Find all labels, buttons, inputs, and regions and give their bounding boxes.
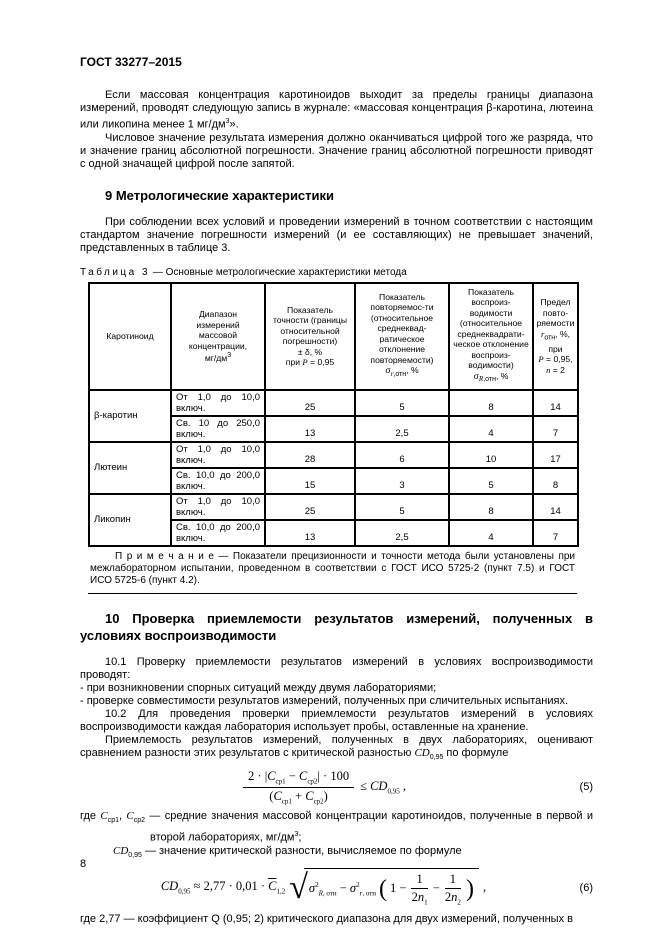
open-paren: (: [379, 875, 388, 902]
paragraph-10-2: 10.2 Для проведения проверки приемлемости результатов измерений в условиях воспроизводимости каждая лаборатория использует пробы, оставленные на хранение.: [80, 707, 593, 733]
carotenoid-name: Лютеин: [89, 442, 171, 494]
value-cell: 25: [265, 494, 355, 520]
paragraph-10-1: 10.1 Проверку приемлемости результатов измерений в условиях воспроизводимости проводят:: [80, 655, 593, 681]
value-cell: 25: [265, 390, 355, 416]
table-row: [89, 442, 578, 468]
intro-paragraph-1: Если массовая концентрация каротиноидов выходит за пределы границы диапазона измерений, проводят следующую запись в журнале: «массовая концентрация β-каротина, лютеина или ликопина менее 1 $мг/дм^3$».: [80, 89, 593, 131]
range-cell: Св. 10,0 до 200,0 включ.: [171, 468, 265, 494]
table-caption: [80, 267, 593, 278]
formula-5-explanation-2: $CD_{0,95}$ — значение критической разности, вычисляемое по формуле: [113, 844, 462, 860]
value-cell: 15: [265, 468, 355, 494]
value-cell: 14: [533, 390, 578, 416]
paragraph-acceptability: Приемлемость результатов измерений, полученных в двух лабораториях, оценивают сравнением разности этих результатов с критической разностью $CD_{0,95}$ по формуле: [80, 733, 593, 762]
value-cell: 10: [449, 442, 533, 468]
table-row: [89, 494, 578, 520]
fraction: $\frac{2 \cdot |C_{ср1} - C_{ср2}| \cdot 100}{(C_{ср1} + C_{ср2})}$: [243, 769, 354, 805]
section-9-paragraph: При соблюдении всех условий и проведении измерений в точном соответствии с настоящим стандартом значение погрешности измерений (и ее составляющих) не превышает значений, представленных в таблице 3.: [80, 215, 593, 254]
formula-5: [80, 769, 593, 805]
table-caption-text: — Основные метрологические характеристики метода: [152, 266, 407, 278]
range-cell: Св. 10,0 до 200,0 включ.: [171, 520, 265, 546]
range-cell: От 1,0 до 10,0 включ.: [171, 442, 265, 468]
range-cell: От 1,0 до 10,0 включ.: [171, 390, 265, 416]
intro-paragraph-2: Числовое значение результата измерения должно оканчиваться цифрой того же разряда, что и значение границ абсолютной погрешности. Значение границ абсолютной погрешности приводят с одной значащей цифрой после запятой.: [80, 131, 593, 170]
value-cell: 4: [449, 416, 533, 442]
col-header-reproducibility: Показатель воспроиз- водимости (относительное среднеквадрати- ческое отклонение воспроиз- водимости) $\sigma_{R,отн}$, %: [449, 283, 533, 390]
value-cell: 2,5: [355, 416, 449, 442]
fraction: $\frac{1}{2n_2}$: [444, 871, 461, 907]
value-cell: 5: [355, 390, 449, 416]
value-cell: 14: [533, 494, 578, 520]
col-header-range: Диапазон измерений массовой концентрации, $мг/дм^3$: [171, 283, 265, 390]
value-cell: 4: [449, 520, 533, 546]
fraction: $\frac{1}{2n_1}$: [411, 871, 428, 907]
value-cell: 5: [449, 468, 533, 494]
value-cell: 8: [533, 468, 578, 494]
value-cell: 17: [533, 442, 578, 468]
value-cell: 8: [449, 494, 533, 520]
doc-title: ГОСТ 33277–2015: [80, 55, 182, 69]
relation: ≤ $CD_{0,95}$ ,: [360, 778, 406, 796]
value-cell: 5: [355, 494, 449, 520]
value-cell: 2,5: [355, 520, 449, 546]
formula-6-lhs: $CD_{0,95} \approx 2,77 \cdot 0,01 \cdot \overline{C}_{1,2}$: [160, 879, 286, 896]
formula-number: (6): [579, 881, 593, 894]
range-cell: Св. 10 до 250,0 включ.: [171, 416, 265, 442]
table-caption-label: Таблица 3: [80, 266, 151, 278]
formula-5-explanation-1: где $C_{ср1}$, $C_{ср2}$ — средние значения массовой концентрации каротиноидов, полученные в первой и второй лабораториях, $мг/дм^3$;: [80, 810, 593, 844]
carotenoid-name: β-каротин: [89, 390, 171, 442]
col-header-repeat-limit: Предел повто- ряемости $r_{отн}$, %, при P = 0,95, n = 2: [533, 283, 578, 390]
radical-icon: √: [289, 868, 308, 906]
formula-number: (5): [579, 781, 593, 794]
value-cell: 3: [355, 468, 449, 494]
section-10-heading: 10 Проверка приемлемости результатов измерений, полученных в условиях воспроизводимости: [80, 610, 593, 643]
square-root: √ $\sigma^2_{R, отн} - \sigma^2_{r, отн}$ ( 1 − $\frac{1}{2n_1}$ − $\frac{1}{2n_2}$ ): [289, 868, 479, 908]
formula-6: $CD_{0,95} \approx 2,77 \cdot 0,01 \cdot \overline{C}_{1,2}$ √ $\sigma^2_{R, отн} - \sigma^2_{r, отн}$ ( 1 − $\frac{1}{2n_1}$ − $\frac{1}{2n_2}$ ) , (6): [160, 868, 593, 907]
close-paren: ): [466, 875, 475, 902]
list-item: - проверке совместимости результатов измерений, полученных при сличительных испытаниях.: [80, 694, 569, 707]
value-cell: 6: [355, 442, 449, 468]
value-cell: 13: [265, 520, 355, 546]
metrology-table: [88, 282, 579, 547]
page-number: 8: [80, 858, 87, 870]
col-header-carotenoid: Каротиноид: [89, 283, 171, 390]
value-cell: 8: [449, 390, 533, 416]
value-cell: 7: [533, 520, 578, 546]
value-cell: 13: [265, 416, 355, 442]
value-cell: 7: [533, 416, 578, 442]
col-header-repeatability: Показатель повторяемос-ти (относительное среднеквад- ратическое отклонение повторяемости) $\sigma_{r,отн}$, %: [355, 283, 449, 390]
formula-6-explanation: где 2,77 — коэффициент Q (0,95; 2) критического диапазона для двух измерений, полученных в: [80, 912, 573, 925]
section-9-heading: 9 Метрологические характеристики: [105, 187, 335, 203]
list-item: - при возникновении спорных ситуаций между двумя лабораториями;: [80, 681, 437, 694]
value-cell: 28: [265, 442, 355, 468]
range-cell: От 1,0 до 10,0 включ.: [171, 494, 265, 520]
table-row: [89, 390, 578, 416]
table-header-row: [89, 283, 578, 390]
table-note: П р и м е ч а н и е — Показатели прецизионности и точности метода были установлены при межлабораторном испытании, проведенном в соответствии с ГОСТ ИСО 5725-2 (пункт 7.5) и ГОСТ ИСО 5725-6 (пункт 4.2).: [88, 547, 577, 594]
col-header-accuracy: Показатель точности (границы относительной погрешности) ± δ, % при P = 0,95: [265, 283, 355, 390]
carotenoid-name: Ликопин: [89, 494, 171, 546]
